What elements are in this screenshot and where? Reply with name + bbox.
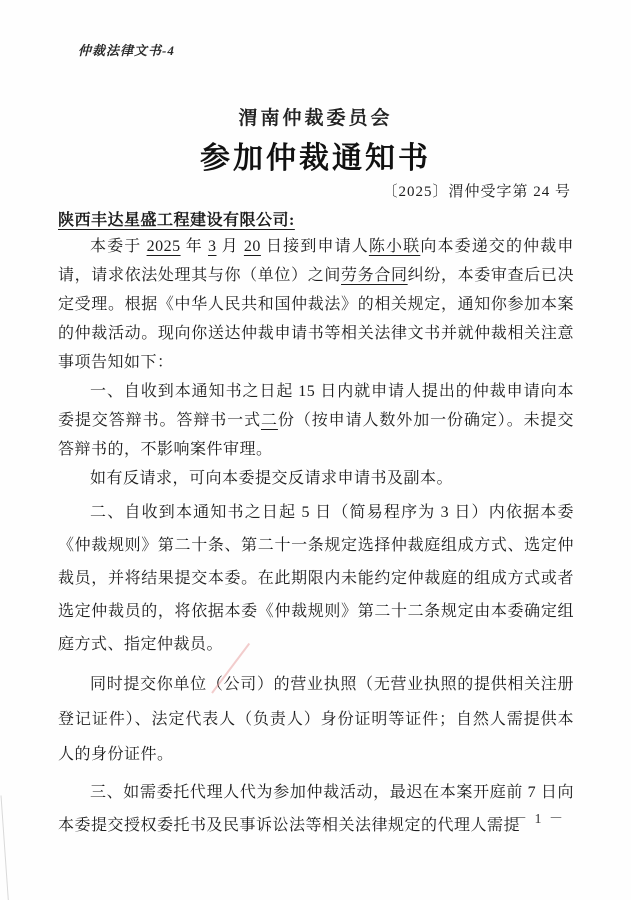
filled-blank-text: 劳务合同 <box>341 267 408 284</box>
paragraph <box>58 667 574 772</box>
paragraph-text: 同时提交你单位（公司）的营业执照（无营业执照的提供相关注册登记证件）、法定代表人（负责人）身份证明等证件；自然人需提供本人的身份证件。 <box>58 676 574 763</box>
document-type-label: 仲裁法律文书-4 <box>78 43 175 58</box>
paragraph-text: 日接到申请人 <box>260 238 369 255</box>
paragraph-text: 如有反请求，可向本委提交反请求申请书及副本。 <box>90 470 454 487</box>
organization-title: 渭南仲裁委员会 <box>238 108 393 129</box>
paragraph-text: 年 <box>180 238 208 255</box>
paragraph-text: 一、自收到本通知书之日起 15 日内就申请人提出的仲裁申请向本委提交答辩书。答辩书一式 <box>58 383 574 429</box>
addressee <box>58 207 295 230</box>
paragraph-text: 向本委递交的仲裁申请，请求依法处理其与你（单位）之间 <box>58 238 574 284</box>
scan-edge-crease <box>1 795 10 900</box>
filled-blank-text: 二 <box>260 412 278 429</box>
paragraph-text: 月 <box>216 238 244 255</box>
addressee-name: 陕西丰达星盛工程建设有限公司: <box>58 212 295 229</box>
paragraph-text: 份（按申请人数外加一份确定）。未提交答辩书的，不影响案件审理。 <box>58 412 574 458</box>
filled-blank-text: 3 <box>207 238 217 255</box>
filled-blank-text: 20 <box>243 238 261 255</box>
paragraph-text: 三、如需委托代理人代为参加仲裁活动，最迟在本案开庭前 7 日向本委提交授权委托书及民事诉讼法等相关法律规定的代理人需提 <box>58 784 574 834</box>
document-body <box>58 232 574 842</box>
page-number: － 1 － <box>513 812 565 827</box>
paragraph <box>58 776 574 842</box>
paragraph-text: 二、自收到本通知书之日起 5 日（简易程序为 3 日）内依据本委《仲裁规则》第二十条、第二十一条规定选择仲裁庭组成方式、选定仲裁员，并将结果提交本委。在此期限内未能约定仲裁庭的组成方式或者选定仲裁员的，将依据本委《仲裁规则》第二十二条规定由本委确定组庭方式、指定仲裁员。 <box>58 504 574 653</box>
paragraph-text: 本委于 <box>90 238 147 255</box>
filled-blank-text: 陈小联 <box>368 238 421 255</box>
filled-blank-text: 2025 <box>146 238 181 255</box>
paragraph-text: 纠纷，本委审查后已决定受理。根据《中华人民共和国仲裁法》的相关规定，通知你参加本案的仲裁活动。现向你送达仲裁申请书等相关法律文书并就仲裁相关注意事项告知如下： <box>58 267 574 371</box>
paragraph <box>58 232 574 377</box>
paragraph <box>58 377 574 464</box>
case-number: 〔2025〕渭仲受字第 24 号 <box>382 184 571 200</box>
paragraph <box>58 496 574 661</box>
document-title: 参加仲裁通知书 <box>200 142 431 175</box>
paragraph <box>58 464 574 493</box>
